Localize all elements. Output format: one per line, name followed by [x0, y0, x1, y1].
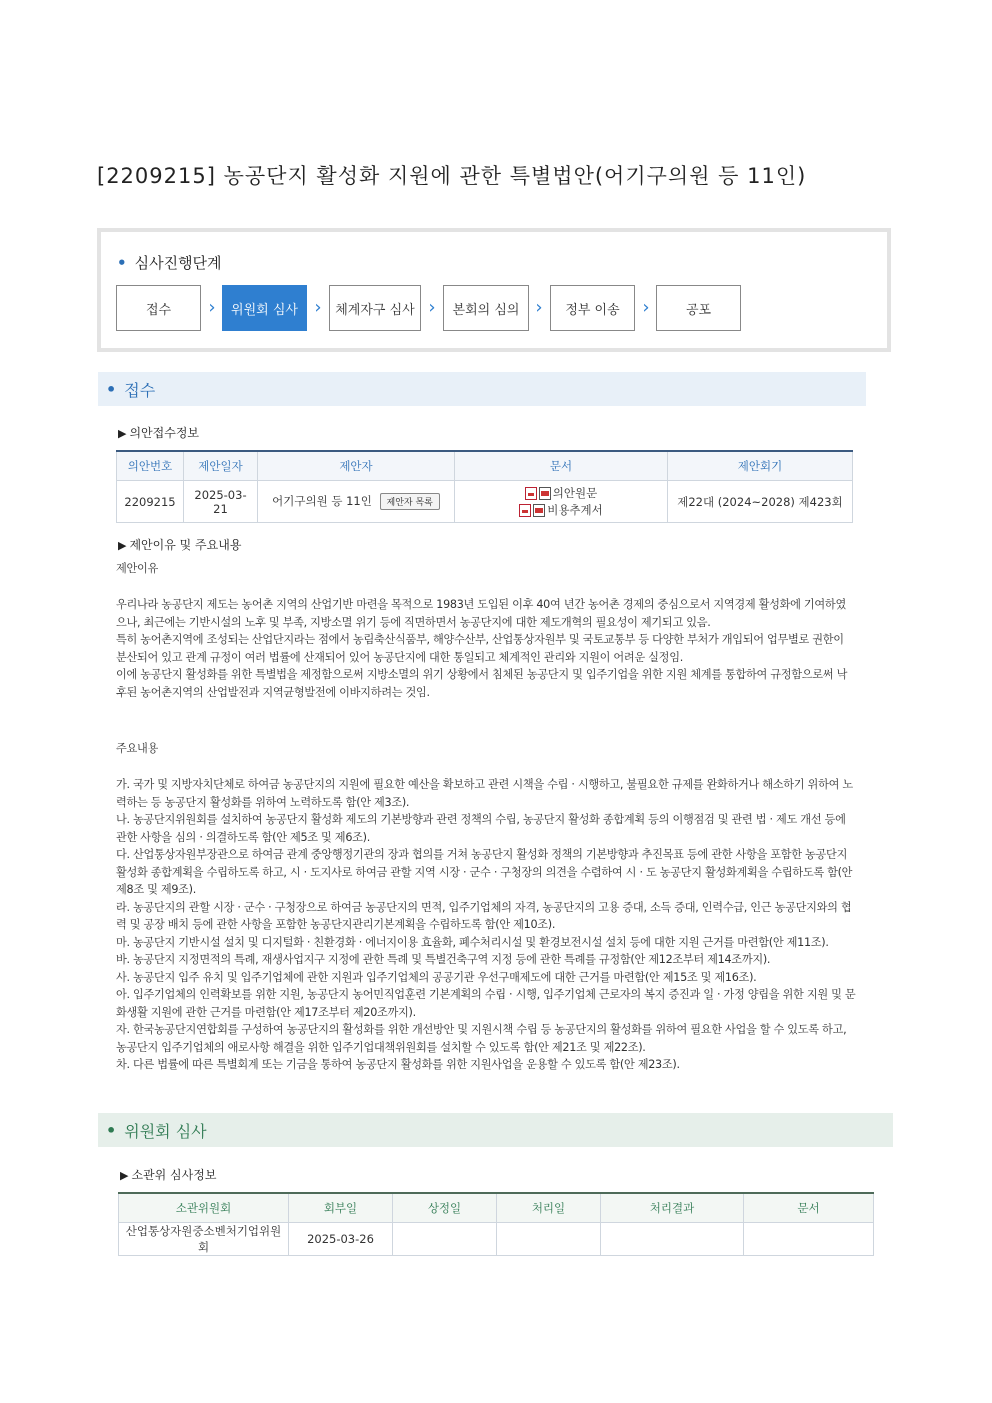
proposer-list-button[interactable]: 제안자 목록	[380, 493, 440, 510]
sub-header-committee-info: ▶ 소관위 심사정보	[120, 1168, 217, 1182]
hwp-file-icon[interactable]	[519, 504, 531, 517]
main-paragraph: 가. 국가 및 지방자치단체로 하여금 농공단지의 지원에 필요한 예산을 확보하고 관련 시책을 수립 · 시행하고, 불필요한 규제를 완화하거나 해소하기 위하여 노력하는 등 농공단지 활성화를 위하여 노력하도록 함(안 제3조).	[116, 778, 853, 809]
step-reception[interactable]: 접수	[116, 285, 201, 331]
committee-documents	[744, 1223, 874, 1256]
main-content-text	[116, 776, 856, 1074]
table-header-row: 의안번호 제안일자 제안자 문서 제안회기	[117, 451, 853, 481]
table-row	[117, 481, 853, 523]
reason-paragraph: 이에 농공단지 활성화를 위한 특별법을 제정함으로써 지방소멸의 위기 상황에서 침체된 농공단지 및 입주기업을 위한 지원 체계를 통합하여 규정함으로써 낙후된 농어촌지역의 산업발전과 지역균형발전에 이바지하려는 것임.	[116, 668, 848, 699]
main-paragraph: 마. 농공단지 기반시설 설치 및 디지털화 · 친환경화 · 에너지이용 효율화, 폐수처리시설 및 환경보전시설 설치 등에 대한 지원 근거를 마련함(안 제11조).	[116, 935, 829, 949]
section-header-reception: • 접수	[98, 372, 866, 406]
committee-name: 산업통상자원중소벤처기업위원회	[119, 1223, 289, 1256]
committee-info-table	[118, 1192, 874, 1256]
step-plenary[interactable]: 본회의 심의	[443, 285, 529, 331]
proposal-session: 제22대 (2024~2028) 제423회	[668, 481, 853, 523]
page-title: [2209215] 농공단지 활성화 지원에 관한 특별법안(어기구의원 등 11인)	[97, 164, 807, 188]
pdf-file-icon[interactable]	[539, 487, 551, 500]
sub-header-bill-info: ▶ 의안접수정보	[118, 426, 200, 440]
triangle-right-icon: ▶	[118, 427, 127, 440]
chevron-right-icon: ›	[314, 297, 322, 318]
reason-paragraph: 특히 농어촌지역에 조성되는 산업단지라는 점에서 농림축산식품부, 해양수산부, 산업통상자원부 및 국토교통부 등 다양한 부처가 개입되어 업무별로 권한이 분산되어 있고 관계 규정이 여러 법률에 산재되어 있어 농공단지에 대한 통일되고 체계적인 관리와 지원이 어려운 실정임.	[116, 633, 844, 664]
reason-paragraph: 우리나라 농공단지 제도는 농어촌 지역의 산업기반 마련을 목적으로 1983년 도입된 이후 40여 년간 농어촌 경제의 중심으로서 지역경제 활성화에 기여하였으나, 최근에는 기반시설의 노후 및 부족, 지방소멸 위기 등에 직면하면서 농공단지에 대한 제도개혁의 필요성이 제기되고 있음.	[116, 598, 846, 629]
doc-cost-estimate[interactable]: 비용추계서	[459, 502, 663, 519]
bullet-icon: •	[106, 379, 117, 399]
chevron-right-icon: ›	[642, 297, 650, 318]
chevron-right-icon: ›	[535, 297, 543, 318]
main-paragraph: 라. 농공단지의 관할 시장 · 군수 · 구청장으로 하여금 농공단지의 면적, 입주기업체의 자격, 농공단지의 고용 증대, 소득 증대, 인력수급, 인근 농공단지와의 협력 및 공장 배치 등에 관한 사항을 포함한 농공단지관리기본계획을 수립하도록 함(안 제10조).	[116, 900, 852, 931]
main-content-label: 주요내용	[116, 742, 159, 755]
main-paragraph: 나. 농공단지위원회를 설치하여 농공단지 활성화 제도의 기본방향과 관련 정책의 수립, 농공단지 활성화 종합계획 등의 이행점검 및 관련 법 · 제도 개선 등에 관한 사항을 심의 · 의결하도록 함(안 제5조 및 제6조).	[116, 813, 846, 844]
main-paragraph: 다. 산업통상자원부장관으로 하여금 관계 중앙행정기관의 장과 협의를 거쳐 농공단지 활성화 정책의 기본방향과 추진목표 등에 관한 사항을 포함한 농공단지 활성화 종합계획을 수립하도록 하고, 시 · 도지사로 하여금 관할 지역 시장 · 군수 · 구청장의 의견을 수렴하여 시 · 도 농공단지 활성화계획을 수립하도록 함(안 제8조 및 제9조).	[116, 848, 853, 896]
triangle-right-icon: ▶	[118, 539, 127, 552]
chevron-right-icon: ›	[428, 297, 436, 318]
agenda-date	[393, 1223, 497, 1256]
proposer-cell: 어기구의원 등 11인 제안자 목록	[258, 481, 455, 523]
main-paragraph: 사. 농공단지 입주 유치 및 입주기업체에 관한 지원과 입주기업체의 공공기관 우선구매제도에 대한 근거를 마련함(안 제15조 및 제16조).	[116, 970, 757, 984]
section-header-committee: • 위원회 심사	[98, 1113, 893, 1147]
bullet-icon: •	[117, 254, 127, 272]
bill-number: 2209215	[117, 481, 184, 523]
hwp-file-icon[interactable]	[525, 487, 537, 500]
stage-progress-box	[97, 228, 891, 352]
bill-info-table	[116, 450, 853, 523]
step-government-transfer[interactable]: 정부 이송	[550, 285, 635, 331]
reason-text	[116, 596, 856, 701]
step-promulgation[interactable]: 공포	[656, 285, 741, 331]
reason-label: 제안이유	[116, 562, 159, 575]
table-header-row: 소관위원회 회부일 상정일 처리일 처리결과 문서	[119, 1193, 874, 1223]
bullet-icon: •	[106, 1120, 117, 1140]
processing-result	[601, 1223, 744, 1256]
step-committee-review[interactable]: 위원회 심사	[222, 285, 307, 331]
main-paragraph: 차. 다른 법률에 따른 특별회계 또는 기금을 통하여 농공단지 활성화를 위한 지원사업을 운용할 수 있도록 함(안 제23조).	[116, 1058, 680, 1071]
proposal-date: 2025-03-21	[184, 481, 258, 523]
documents-cell	[455, 481, 668, 523]
sub-header-reason: ▶ 제안이유 및 주요내용	[118, 538, 242, 552]
chevron-right-icon: ›	[208, 297, 216, 318]
table-row	[119, 1223, 874, 1256]
main-paragraph: 자. 한국농공단지연합회를 구성하여 농공단지의 활성화를 위한 개선방안 및 지원시책 수립 등 농공단지의 활성화를 위하여 필요한 사업을 할 수 있도록 하고, 농공단지 입주기업체의 애로사항 해결을 위한 입주기업대책위원회를 설치할 수 있도록 함(안 제21조 및 제22조).	[116, 1023, 847, 1054]
doc-bill-original[interactable]: 의안원문	[459, 485, 663, 502]
triangle-right-icon: ▶	[120, 1169, 129, 1182]
stage-title: • 심사진행단계	[117, 254, 222, 272]
processing-date	[497, 1223, 601, 1256]
pdf-file-icon[interactable]	[533, 504, 545, 517]
referral-date: 2025-03-26	[289, 1223, 393, 1256]
main-paragraph: 아. 입주기업체의 인력확보를 위한 지원, 농공단지 농어민직업훈련 기본계획의 수립 · 시행, 입주기업체 근로자의 복지 증진과 일 · 가정 양립을 위한 지원 및 문화생활 지원에 관한 근거를 마련함(안 제17조부터 제20조까지).	[116, 988, 856, 1019]
step-legal-review[interactable]: 체계자구 심사	[329, 285, 421, 331]
main-paragraph: 바. 농공단지 지정면적의 특례, 재생사업지구 지정에 관한 특례 및 특별건축구역 지정 등에 관한 특례를 규정함(안 제12조부터 제14조까지).	[116, 953, 771, 966]
